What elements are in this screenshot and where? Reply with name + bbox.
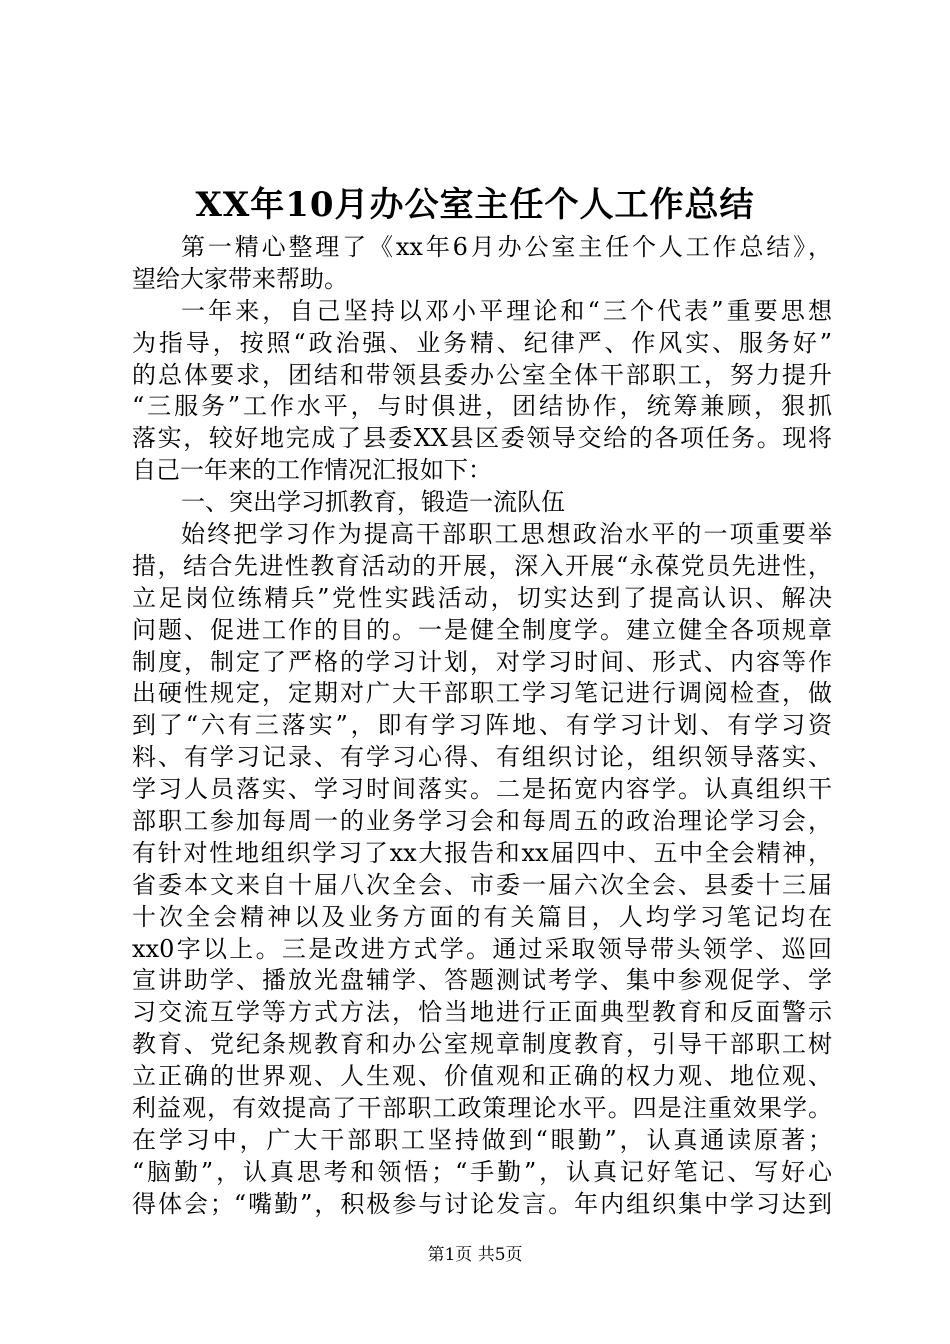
body-line: 望给大家带来帮助。 [132, 264, 348, 293]
body-line: 学习人员落实、学习时间落实。二是拓宽内容学。认真组织干 [132, 775, 832, 804]
section-heading: 一、突出学习抓教育，锻造一流队伍 [181, 488, 565, 517]
body-line: 有针对性地组织学习了xx大报告和xx届四中、五中全会精神， [132, 838, 832, 867]
body-line: 宣讲助学、播放光盘辅学、答题测试考学、集中参观促学、学 [132, 966, 832, 995]
body-line: 始终把学习作为提高干部职工思想政治水平的一项重要举 [181, 520, 832, 549]
body-line: 问题、促进工作的目的。一是健全制度学。建立健全各项规章 [132, 615, 832, 644]
body-line: 第一精心整理了《xx年6月办公室主任个人工作总结》， [181, 233, 832, 261]
body-line: 省委本文来自十届八次全会、市委一届六次全会、县委十三届 [132, 870, 832, 899]
body-line: 立正确的世界观、人生观、价值观和正确的权力观、地位观、 [132, 1062, 832, 1091]
body-line: 落实，较好地完成了县委XX县区委领导交给的各项任务。现将 [132, 424, 832, 453]
page-number-footer: 第1页 共5页 [427, 1245, 523, 1265]
body-line: 一年来，自己坚持以邓小平理论和“三个代表”重要思想 [181, 296, 832, 325]
body-line: 十次全会精神以及业务方面的有关篇目，人均学习笔记均在 [132, 902, 832, 931]
body-line: 为指导，按照“政治强、业务精、纪律严、作风实、服务好” [132, 328, 832, 357]
body-line: 出硬性规定，定期对广大干部职工学习笔记进行调阅检查，做 [132, 679, 832, 708]
body-line: 的总体要求，团结和带领县委办公室全体干部职工，努力提升 [132, 360, 832, 389]
body-line: “脑勤”，认真思考和领悟；“手勤”，认真记好笔记、写好心 [132, 1157, 832, 1186]
body-line: 制度，制定了严格的学习计划，对学习时间、形式、内容等作 [132, 647, 832, 676]
body-line: 到了“六有三落实”，即有学习阵地、有学习计划、有学习资 [132, 711, 832, 740]
body-line: 料、有学习记录、有学习心得、有组织讨论，组织领导落实、 [132, 743, 832, 772]
body-line: 教育、党纪条规教育和办公室规章制度教育，引导干部职工树 [132, 1030, 832, 1059]
body-line: 立足岗位练精兵”党性实践活动，切实达到了提高认识、解决 [132, 583, 832, 612]
document-body [132, 232, 832, 1221]
body-line: 部职工参加每周一的业务学习会和每周五的政治理论学习会， [132, 807, 832, 836]
body-line: 利益观，有效提高了干部职工政策理论水平。四是注重效果学。 [132, 1094, 832, 1123]
body-line: 自己一年来的工作情况汇报如下： [132, 456, 492, 485]
body-line: 得体会；“嘴勤”，积极参与讨论发言。年内组织集中学习达到 [132, 1189, 832, 1218]
body-line: 在学习中，广大干部职工坚持做到“眼勤”，认真通读原著； [132, 1125, 832, 1154]
body-line: 习交流互学等方式方法，恰当地进行正面典型教育和反面警示 [132, 998, 832, 1027]
body-line: “三服务”工作水平，与时俱进，团结协作，统筹兼顾，狠抓 [132, 392, 832, 421]
body-line: xx0字以上。三是改进方式学。通过采取领导带头领学、巡回 [132, 934, 832, 963]
body-line: 措，结合先进性教育活动的开展，深入开展“永葆党员先进性， [132, 551, 832, 580]
document-title: XX年10月办公室主任个人工作总结 [195, 185, 755, 225]
